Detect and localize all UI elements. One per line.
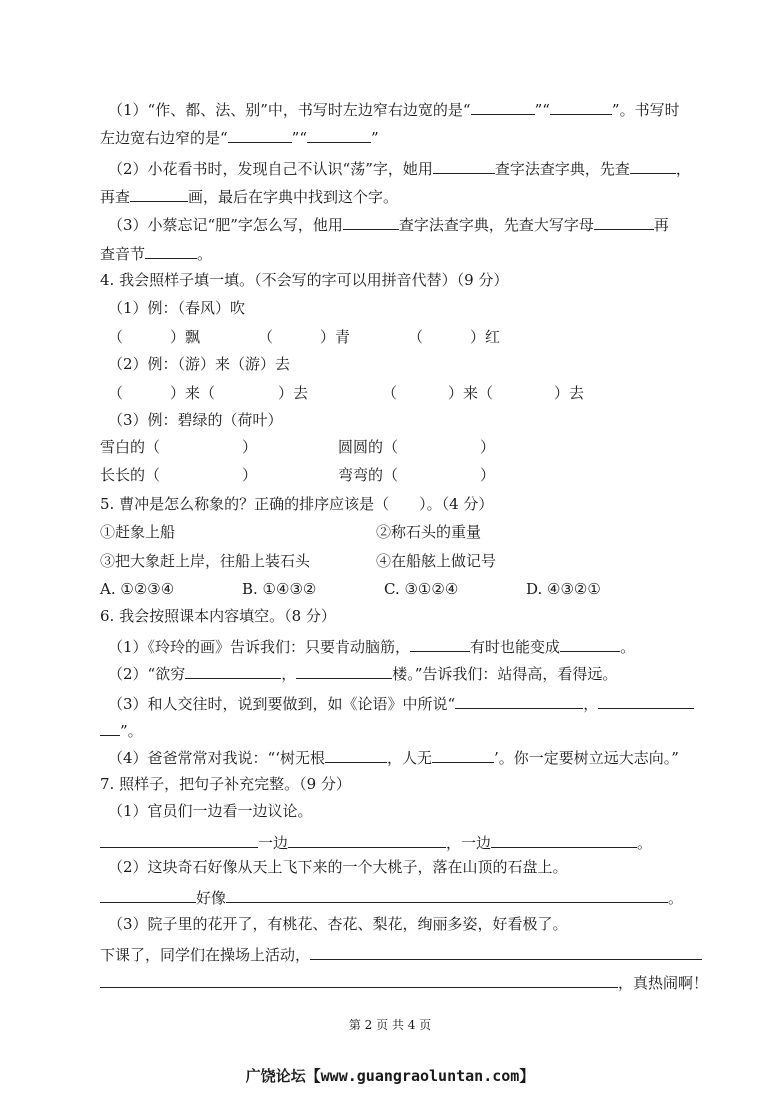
q6-3-text-b: ， <box>583 695 599 713</box>
blank-label: ）青 <box>320 328 351 346</box>
q3-line-2 <box>100 126 379 148</box>
q7-answer-3 <box>100 943 702 965</box>
q7-answer-2 <box>100 886 683 908</box>
q5-option-4: ④在船舷上做记号 <box>376 552 497 570</box>
blank-label: 雪白的（ <box>100 438 161 456</box>
bracket: （ <box>258 328 274 346</box>
answer-blank[interactable] <box>185 662 281 679</box>
q3-3-text: （2）小花看书时，发现自己不认识“荡”字，她用 <box>108 160 433 178</box>
answer-blank[interactable] <box>630 157 676 174</box>
q6-1-text: （1）《玲玲的画》告诉我们：只要肯动脑筋， <box>108 638 411 656</box>
page-number: 第 2 页 共 4 页 <box>348 1018 432 1032</box>
q7-2-word: 好像 <box>196 889 227 907</box>
q3-5-text-c: 再 <box>653 216 669 234</box>
blank-label: ）来（ <box>170 384 216 402</box>
bracket: ） <box>480 438 496 456</box>
answer-blank[interactable] <box>325 746 387 763</box>
q3-6-text: 查音节 <box>100 245 146 263</box>
q7-1-word-b: ，一边 <box>446 834 492 852</box>
q6-2-text: （2）“欲穷 <box>108 665 186 683</box>
q6-2-text-c: 楼。”告诉我们：站得高，看得远。 <box>392 665 618 683</box>
q4-row-3 <box>100 437 500 457</box>
answer-blank[interactable] <box>296 662 392 679</box>
q5-title: 5. 曹冲是怎么称象的？正确的排序应该是（ ）。（4 分） <box>100 495 494 513</box>
q5-option-1: ①赶象上船 <box>100 523 176 541</box>
blank-label: ）飘 <box>170 328 201 346</box>
blank-label: ）红 <box>470 328 501 346</box>
q7-1-end: 。 <box>637 834 653 852</box>
q7-title: 7. 照样子，把句子补充完整。（9 分） <box>100 775 351 793</box>
q3-4-text: 再查 <box>100 188 131 206</box>
site-footer <box>0 1065 780 1086</box>
bracket: ） <box>242 466 258 484</box>
answer-blank[interactable] <box>594 213 654 230</box>
q6-1-text-c: 。 <box>620 638 636 656</box>
answer-blank[interactable] <box>550 98 612 115</box>
q7-sentence-1: （1）官员们一边看一边议论。 <box>108 802 313 820</box>
blank-label: 圆圆的（ <box>338 438 399 456</box>
bracket: ） <box>242 438 258 456</box>
bracket: （ <box>408 328 424 346</box>
q6-line-1 <box>108 635 635 657</box>
q3-line-5 <box>108 213 669 235</box>
q5-option-3: ③把大象赶上岸，往船上装石头 <box>100 552 311 570</box>
site-url[interactable]: www.guangraoluntan.com <box>320 1067 520 1085</box>
q6-5-text: （4）爸爸常常对我说：“‘树无根 <box>108 749 325 767</box>
q6-5-text-b: ，人无 <box>386 749 432 767</box>
bracket: ） <box>480 466 496 484</box>
answer-blank[interactable] <box>307 126 371 143</box>
blank-label: 弯弯的（ <box>338 466 399 484</box>
q7-1-word: 一边 <box>258 834 289 852</box>
q7-2-end: 。 <box>668 889 684 907</box>
q3-2-quote: ”“ <box>291 129 308 147</box>
q3-3-text-c: ， <box>675 160 691 178</box>
answer-blank[interactable] <box>145 242 197 259</box>
blank-label: ）去 <box>554 384 585 402</box>
q3-1-text-end: ”。书写时 <box>611 101 680 119</box>
q6-1-text-b: 有时也能变成 <box>470 638 561 656</box>
q6-line-4 <box>100 719 143 741</box>
blank-label: 长长的（ <box>100 466 161 484</box>
q7-answer-1 <box>100 831 652 853</box>
q6-line-3 <box>108 692 694 714</box>
answer-blank[interactable] <box>432 746 494 763</box>
site-bracket: 】 <box>519 1067 535 1085</box>
q4-row-4 <box>100 465 500 485</box>
q6-3-text: （3）和人交往时，说到要做到，如《论语》中所说“ <box>108 695 456 713</box>
answer-blank[interactable] <box>491 831 637 848</box>
answer-blank[interactable] <box>130 185 188 202</box>
answer-blank[interactable] <box>471 98 535 115</box>
answer-blank[interactable] <box>455 692 583 709</box>
answer-blank[interactable] <box>100 831 258 848</box>
blank-label: ）来（ <box>448 384 494 402</box>
answer-blank[interactable] <box>410 635 470 652</box>
answer-blank[interactable] <box>228 126 292 143</box>
q4-example-3: （3）例：碧绿的（荷叶） <box>108 411 283 429</box>
q4-title: 4. 我会照样子填一填。（不会写的字可以用拼音代替）（9 分） <box>100 271 509 289</box>
q6-title: 6. 我会按照课本内容填空。（8 分） <box>100 607 336 625</box>
bracket: （ <box>108 328 124 346</box>
answer-blank[interactable] <box>433 157 495 174</box>
q7-3-end: ，真热闹啊！ <box>618 974 709 992</box>
q3-3-text-b: 查字法查字典，先查 <box>494 160 630 178</box>
q3-6-text-b: 。 <box>197 245 213 263</box>
q6-2-text-b: ， <box>281 665 297 683</box>
q5-option-2: ②称石头的重量 <box>376 523 482 541</box>
q3-2-text: 左边宽右边窄的是“ <box>100 129 228 147</box>
q4-row-1 <box>108 327 548 347</box>
q5-choice-c[interactable]: C. ③①②④ <box>384 580 459 598</box>
q4-example-1: （1）例：（春风）吹 <box>108 299 246 317</box>
q3-5-text-b: 查字法查字典，先查大写字母 <box>398 216 594 234</box>
bracket: （ <box>382 384 398 402</box>
q6-line-2 <box>108 662 617 684</box>
answer-blank[interactable] <box>598 692 694 709</box>
q3-line-4 <box>100 185 398 207</box>
q3-1-quote: ”“ <box>534 101 550 119</box>
answer-blank[interactable] <box>288 831 446 848</box>
q3-2-quote-end: ” <box>371 129 379 147</box>
q4-example-2: （2）例：（游）来（游）去 <box>108 355 291 373</box>
q3-1-text: （1）“作、都、法、别”中，书写时左边窄右边宽的是“ <box>108 101 471 119</box>
answer-blank[interactable] <box>343 213 399 230</box>
q3-line-3 <box>108 157 691 179</box>
q3-line-6 <box>100 242 212 264</box>
answer-blank[interactable] <box>226 886 668 903</box>
q6-line-5 <box>108 746 679 768</box>
site-name: 广饶论坛【 <box>245 1067 321 1085</box>
q3-line-1 <box>108 98 680 120</box>
answer-blank[interactable] <box>560 635 620 652</box>
q7-sentence-2: （2）这块奇石好像从天上飞下来的一个大桃子，落在山顶的石盘上。 <box>108 858 568 876</box>
q7-3-text: 下课了，同学们在操场上活动， <box>100 946 311 964</box>
q3-4-text-b: 画，最后在字典中找到这个字。 <box>188 188 399 206</box>
q7-sentence-3: （3）院子里的花开了，有桃花、杏花、梨花，绚丽多姿，好看极了。 <box>108 915 568 933</box>
answer-blank[interactable] <box>310 943 702 960</box>
q3-5-text: （3）小蔡忘记“肥”字怎么写，他用 <box>108 216 343 234</box>
q6-5-text-c: ’。你一定要树立远大志向。” <box>494 749 679 767</box>
answer-blank[interactable] <box>100 971 618 988</box>
q6-4-text: ”。 <box>120 722 143 740</box>
answer-blank[interactable] <box>100 719 120 736</box>
q5-choice-b[interactable]: B. ①④③② <box>242 580 317 598</box>
answer-blank[interactable] <box>100 886 196 903</box>
blank-label: ）去 <box>278 384 309 402</box>
q4-row-2 <box>108 383 608 403</box>
q5-choice-a[interactable]: A. ①②③④ <box>100 580 175 598</box>
q7-answer-3b <box>100 971 708 993</box>
bracket: （ <box>108 384 124 402</box>
q5-choice-d[interactable]: D. ④③②① <box>526 580 601 598</box>
